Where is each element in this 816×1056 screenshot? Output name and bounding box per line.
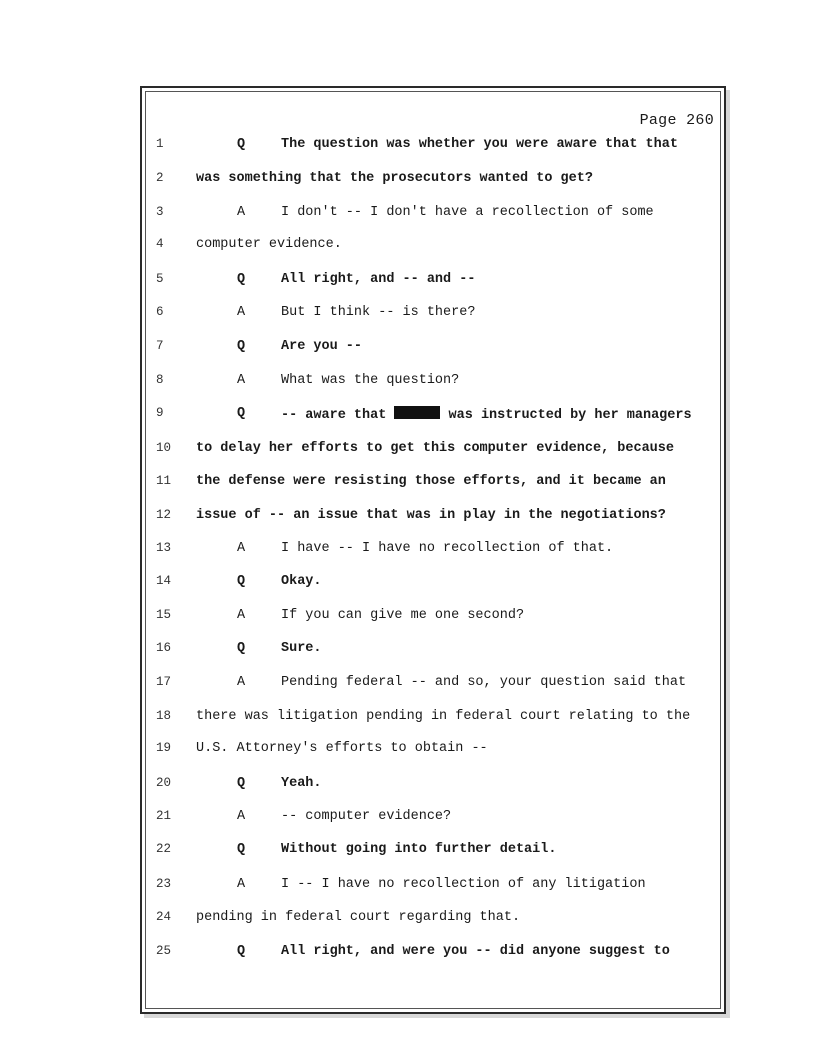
speaker-label: Q xyxy=(237,137,246,152)
transcript-line xyxy=(0,776,816,800)
line-number: 1 xyxy=(156,137,164,151)
line-number: 15 xyxy=(156,608,172,622)
line-number: 4 xyxy=(156,237,164,251)
speaker-label: A xyxy=(237,305,246,320)
speaker-label: Q xyxy=(237,406,246,421)
line-number: 9 xyxy=(156,406,164,420)
line-text: But I think -- is there? xyxy=(281,305,476,320)
line-text: U.S. Attorney's efforts to obtain -- xyxy=(196,741,488,756)
transcript-line xyxy=(0,608,816,632)
transcript-line xyxy=(0,809,816,833)
transcript-line xyxy=(0,944,816,968)
line-text: The question was whether you were aware that that xyxy=(281,137,678,152)
page-number: Page 260 xyxy=(639,112,714,129)
line-text: issue of -- an issue that was in play in the negotiations? xyxy=(196,508,666,523)
line-number: 7 xyxy=(156,339,164,353)
speaker-label: A xyxy=(237,877,246,892)
line-text: What was the question? xyxy=(281,373,460,388)
speaker-label: Q xyxy=(237,776,246,791)
speaker-label: A xyxy=(237,373,246,388)
transcript-line xyxy=(0,339,816,363)
line-text: was something that the prosecutors wanted to get? xyxy=(196,171,593,186)
line-number: 25 xyxy=(156,944,172,958)
line-text: All right, and -- and -- xyxy=(281,272,476,287)
line-number: 14 xyxy=(156,574,172,588)
transcript-line xyxy=(0,373,816,397)
transcript-line xyxy=(0,508,816,532)
line-text: I don't -- I don't have a recollection of some xyxy=(281,205,654,220)
line-number: 8 xyxy=(156,373,164,387)
transcript-line xyxy=(0,842,816,866)
line-text: the defense were resisting those efforts, and it became an xyxy=(196,474,666,489)
transcript-line xyxy=(0,574,816,598)
page-shadow-bottom xyxy=(144,1014,730,1018)
line-text: pending in federal court regarding that. xyxy=(196,910,521,925)
line-text xyxy=(281,406,692,423)
line-number: 17 xyxy=(156,675,172,689)
speaker-label: Q xyxy=(237,842,246,857)
line-text: there was litigation pending in federal court relating to the xyxy=(196,709,691,724)
redaction-box xyxy=(394,406,440,419)
line-number: 11 xyxy=(156,474,172,488)
line-number: 12 xyxy=(156,508,172,522)
speaker-label: A xyxy=(237,205,246,220)
line-number: 23 xyxy=(156,877,172,891)
line-number: 18 xyxy=(156,709,172,723)
line-text: to delay her efforts to get this computer evidence, because xyxy=(196,441,674,456)
transcript-line xyxy=(0,910,816,934)
speaker-label: A xyxy=(237,608,246,623)
line-number: 2 xyxy=(156,171,164,185)
line-text: -- computer evidence? xyxy=(281,809,452,824)
line-text: Okay. xyxy=(281,574,322,589)
transcript-line xyxy=(0,305,816,329)
transcript-line xyxy=(0,741,816,765)
line-text: Pending federal -- and so, your question said that xyxy=(281,675,687,690)
transcript-line xyxy=(0,474,816,498)
line-text: computer evidence. xyxy=(196,237,342,252)
speaker-label: Q xyxy=(237,339,246,354)
speaker-label: A xyxy=(237,809,246,824)
speaker-label: Q xyxy=(237,574,246,589)
line-number: 6 xyxy=(156,305,164,319)
line-number: 5 xyxy=(156,272,164,286)
line-text: Sure. xyxy=(281,641,322,656)
transcript-line xyxy=(0,205,816,229)
transcript-line xyxy=(0,406,816,430)
transcript-line xyxy=(0,441,816,465)
line-number: 21 xyxy=(156,809,172,823)
line-number: 3 xyxy=(156,205,164,219)
speaker-label: Q xyxy=(237,641,246,656)
transcript-line xyxy=(0,272,816,296)
line-text: I -- I have no recollection of any litigation xyxy=(281,877,646,892)
transcript-line xyxy=(0,137,816,161)
transcript-line xyxy=(0,237,816,261)
line-text: All right, and were you -- did anyone suggest to xyxy=(281,944,670,959)
line-number: 13 xyxy=(156,541,172,555)
line-text: Are you -- xyxy=(281,339,363,354)
line-text: Yeah. xyxy=(281,776,322,791)
line-text-before: -- aware that xyxy=(281,408,387,423)
transcript-line xyxy=(0,877,816,901)
line-number: 24 xyxy=(156,910,172,924)
transcript-line xyxy=(0,709,816,733)
speaker-label: Q xyxy=(237,944,246,959)
speaker-label: Q xyxy=(237,272,246,287)
speaker-label: A xyxy=(237,675,246,690)
line-number: 16 xyxy=(156,641,172,655)
line-text: If you can give me one second? xyxy=(281,608,525,623)
line-text: I have -- I have no recollection of that. xyxy=(281,541,614,556)
speaker-label: A xyxy=(237,541,246,556)
line-text: Without going into further detail. xyxy=(281,842,557,857)
line-text-after: was instructed by her managers xyxy=(448,408,692,423)
transcript-line xyxy=(0,541,816,565)
line-number: 22 xyxy=(156,842,172,856)
transcript-line xyxy=(0,171,816,195)
transcript-line xyxy=(0,675,816,699)
line-number: 19 xyxy=(156,741,172,755)
line-number: 10 xyxy=(156,441,172,455)
line-number: 20 xyxy=(156,776,172,790)
transcript-line xyxy=(0,641,816,665)
